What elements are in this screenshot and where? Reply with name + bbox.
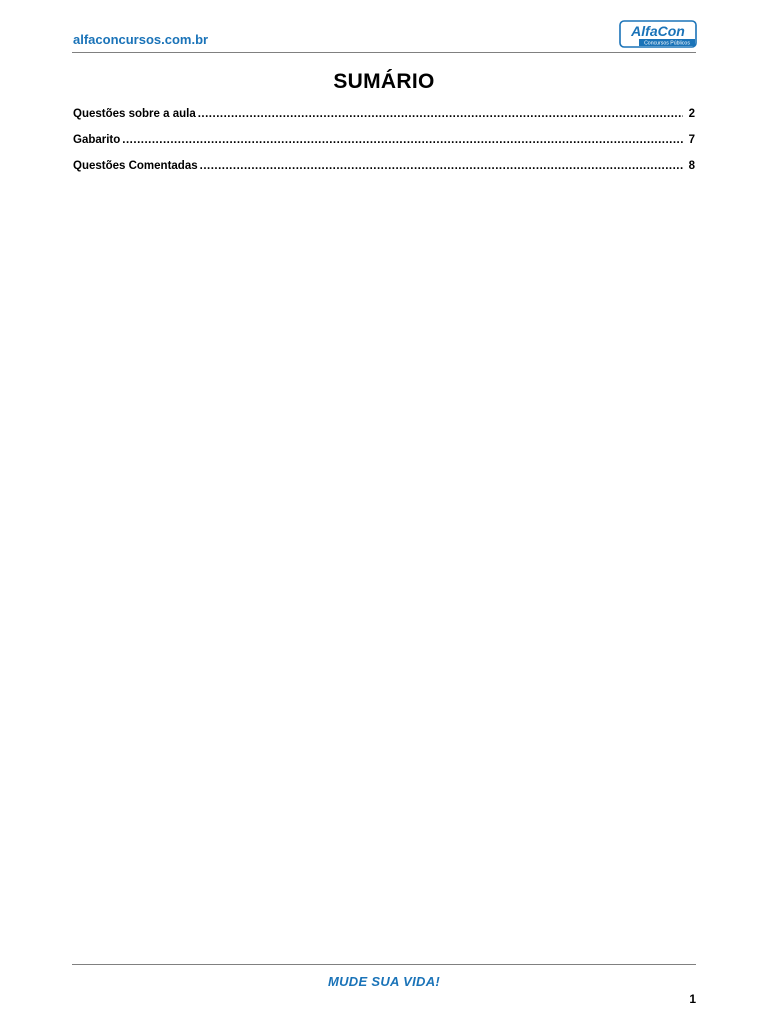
toc-item-page: 7 [688, 134, 695, 146]
page-title: SUMÁRIO [333, 70, 435, 93]
toc-leader-dots [198, 108, 683, 120]
toc-item-page: 2 [688, 108, 695, 120]
table-of-contents [73, 108, 695, 186]
alfacon-logo [619, 20, 697, 48]
toc-item-label: Questões sobre a aula [73, 108, 196, 120]
toc-leader-dots [200, 160, 683, 172]
footer-slogan: MUDE SUA VIDA! [327, 974, 441, 989]
toc-item-page: 8 [688, 160, 695, 172]
site-link[interactable]: alfaconcursos.com.br [73, 32, 209, 47]
toc-leader-dots [122, 134, 683, 146]
toc-item-gabarito[interactable] [73, 134, 695, 160]
page-number: 1 [689, 992, 696, 1006]
svg-text:AlfaCon: AlfaCon [631, 23, 685, 39]
toc-item-label: Gabarito [73, 134, 121, 146]
footer-divider [72, 964, 696, 965]
toc-item-questoes-sobre-a-aula[interactable] [73, 108, 695, 134]
header-divider [72, 52, 696, 53]
toc-item-label: Questões Comentadas [73, 160, 198, 172]
toc-item-questoes-comentadas[interactable] [73, 160, 695, 186]
svg-text:Concursos Públicos: Concursos Públicos [644, 40, 690, 47]
